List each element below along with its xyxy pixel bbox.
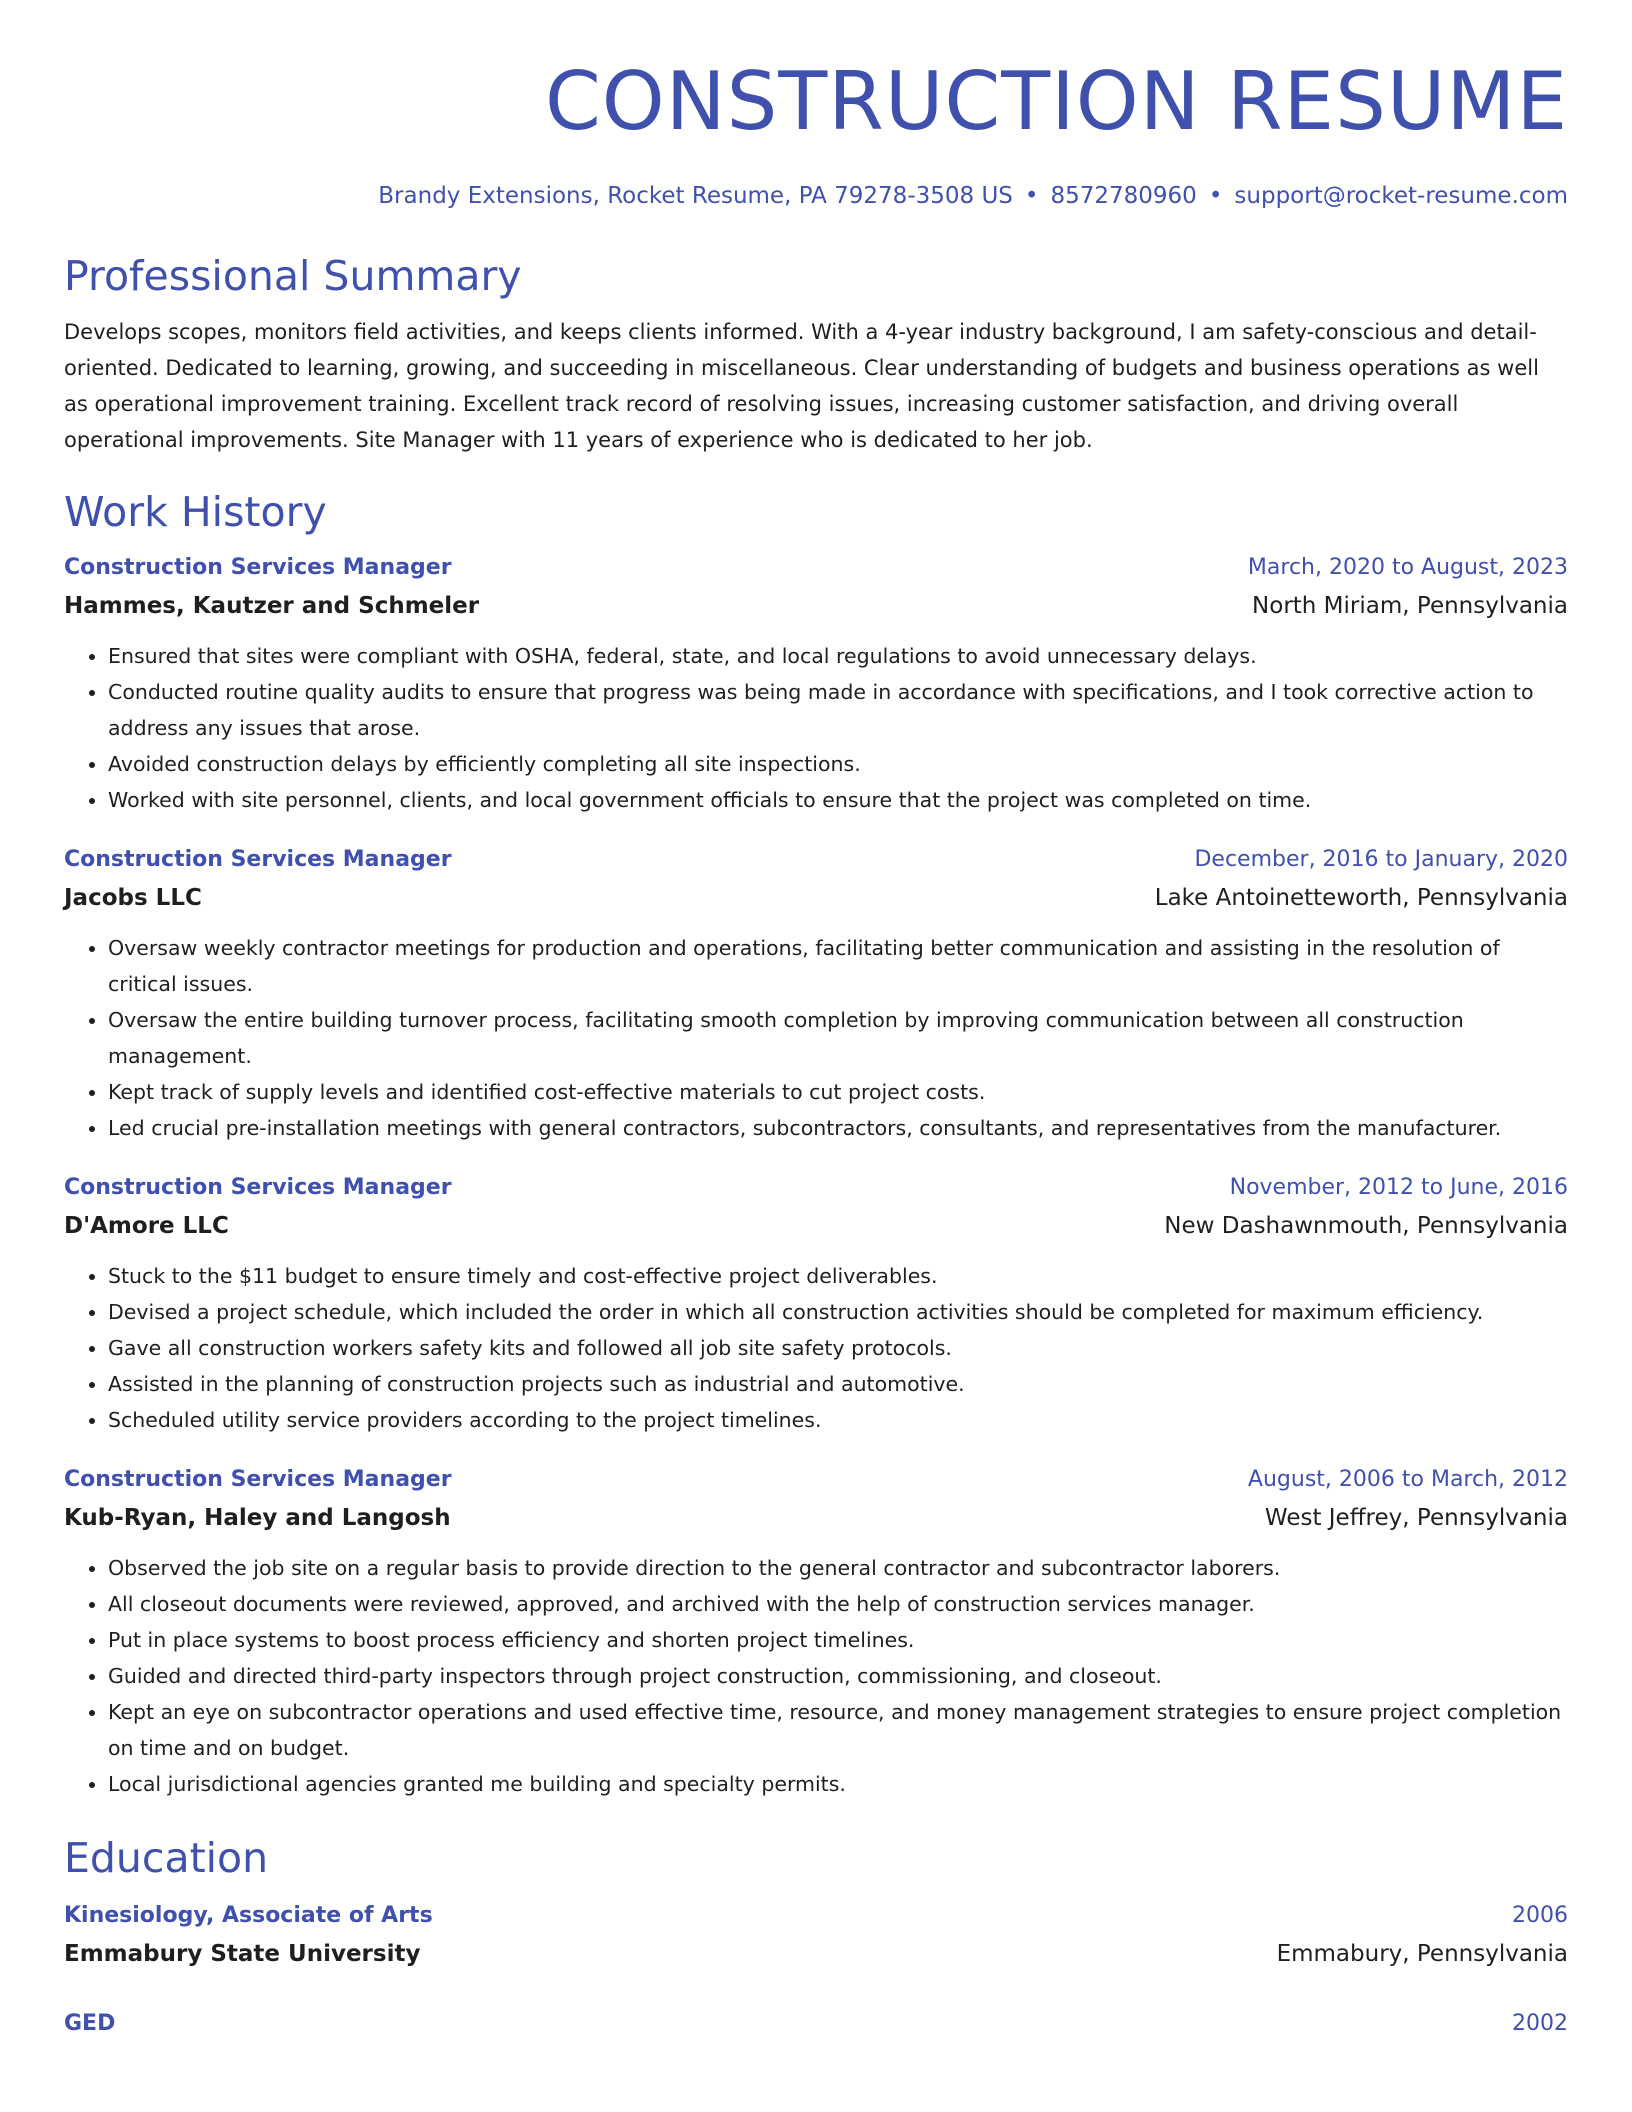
job-role: Construction Services Manager <box>64 1175 452 1200</box>
education-entry <box>64 2006 1568 2042</box>
job-bullet: • Assisted in the planning of construction projects such as industrial and automotive. <box>108 1366 1568 1402</box>
job-entry <box>64 1462 1568 1802</box>
job-dates: December, 2016 to January, 2020 <box>1194 847 1568 872</box>
edu-school: Emmabury State University <box>64 1941 421 1967</box>
edu-degree: GED <box>64 2011 116 2036</box>
job-bullet: • Led crucial pre-installation meetings with general contractors, subcontractors, consultants, and representatives from the manufacturer. <box>108 1110 1568 1146</box>
job-company: Jacobs LLC <box>64 885 202 911</box>
contact-phone[interactable]: 8572780960 <box>1050 183 1197 209</box>
edu-degree: Kinesiology, Associate of Arts <box>64 1903 433 1928</box>
job-bullet: • Devised a project schedule, which included the order in which all construction activities should be completed for maximum efficiency. <box>108 1294 1568 1330</box>
job-bullets <box>64 930 1568 1146</box>
summary-text: Develops scopes, monitors field activities, and keeps clients informed. With a 4-year industry background, I am safety-conscious and detail-oriented. Dedicated to learning, growing, and succeeding in miscellaneous. Clear understanding of budgets and business operations as well as operational improvement training. Excellent track record of resolving issues, increasing customer satisfaction, and driving overall operational improvements. Site Manager with 11 years of experience who is dedicated to her job. <box>64 320 1539 452</box>
job-bullet: • Oversaw the entire building turnover process, facilitating smooth completion by improving communication between all construction management. <box>108 1002 1568 1074</box>
contact-email[interactable]: support@rocket-resume.com <box>1234 183 1568 209</box>
education-heading: Education <box>64 1834 269 1882</box>
job-location: Lake Antoinetteworth, Pennsylvania <box>1154 885 1568 911</box>
job-location: New Dashawnmouth, Pennsylvania <box>1164 1213 1568 1239</box>
job-bullet: • Guided and directed third-party inspectors through project construction, commissioning, and closeout. <box>108 1658 1568 1694</box>
job-bullet: • Stuck to the $11 budget to ensure timely and cost-effective project deliverables. <box>108 1258 1568 1294</box>
contact-address: Brandy Extensions, Rocket Resume, PA 79278-3508 US <box>378 183 1013 209</box>
job-bullet: • Worked with site personnel, clients, and local government officials to ensure that the project was completed on time. <box>108 782 1568 818</box>
education-entry <box>64 1898 1568 1974</box>
job-entry <box>64 550 1568 818</box>
job-role: Construction Services Manager <box>64 847 452 872</box>
job-location: North Miriam, Pennsylvania <box>1252 593 1568 619</box>
job-dates: August, 2006 to March, 2012 <box>1247 1467 1568 1492</box>
job-location: West Jeffrey, Pennsylvania <box>1264 1505 1568 1531</box>
job-dates: November, 2012 to June, 2016 <box>1229 1175 1568 1200</box>
work-history-heading: Work History <box>64 488 327 536</box>
resume-page <box>64 0 1568 2042</box>
job-bullet: • Scheduled utility service providers according to the project timelines. <box>108 1402 1568 1438</box>
job-bullets <box>64 1258 1568 1438</box>
contact-separator: • <box>1208 183 1223 209</box>
job-bullet: • Local jurisdictional agencies granted me building and specialty permits. <box>108 1766 1568 1802</box>
job-bullets <box>64 1550 1568 1802</box>
job-bullet: • Oversaw weekly contractor meetings for production and operations, facilitating better communication and assisting in the resolution of critical issues. <box>108 930 1568 1002</box>
edu-year: 2002 <box>1512 2011 1568 2036</box>
resume-header <box>64 0 1568 212</box>
job-bullet: • All closeout documents were reviewed, approved, and archived with the help of construction services manager. <box>108 1586 1568 1622</box>
job-bullet: • Ensured that sites were compliant with OSHA, federal, state, and local regulations to avoid unnecessary delays. <box>108 638 1568 674</box>
job-bullet: • Kept an eye on subcontractor operations and used effective time, resource, and money management strategies to ensure project completion on time and on budget. <box>108 1694 1568 1766</box>
job-bullet: • Avoided construction delays by efficiently completing all site inspections. <box>108 746 1568 782</box>
job-dates: March, 2020 to August, 2023 <box>1247 555 1568 580</box>
edu-year: 2006 <box>1512 1903 1568 1928</box>
job-bullet: • Kept track of supply levels and identified cost-effective materials to cut project costs. <box>108 1074 1568 1110</box>
job-bullet: • Gave all construction workers safety kits and followed all job site safety protocols. <box>108 1330 1568 1366</box>
job-entry <box>64 1170 1568 1438</box>
job-bullet: • Observed the job site on a regular basis to provide direction to the general contractor and subcontractor laborers. <box>108 1550 1568 1586</box>
job-bullet: • Conducted routine quality audits to ensure that progress was being made in accordance with specifications, and I took corrective action to address any issues that arose. <box>108 674 1568 746</box>
job-company: Hammes, Kautzer and Schmeler <box>64 593 480 619</box>
job-role: Construction Services Manager <box>64 1467 452 1492</box>
job-company: D'Amore LLC <box>64 1213 229 1239</box>
contact-line <box>64 180 1568 212</box>
job-entry <box>64 842 1568 1146</box>
contact-separator: • <box>1024 183 1039 209</box>
job-bullet: • Put in place systems to boost process efficiency and shorten project timelines. <box>108 1622 1568 1658</box>
edu-location: Emmabury, Pennsylvania <box>1276 1941 1568 1967</box>
job-role: Construction Services Manager <box>64 555 452 580</box>
summary-heading: Professional Summary <box>64 252 522 300</box>
resume-title: CONSTRUCTION RESUME <box>544 55 1568 148</box>
job-company: Kub-Ryan, Haley and Langosh <box>64 1505 451 1531</box>
job-bullets <box>64 638 1568 818</box>
